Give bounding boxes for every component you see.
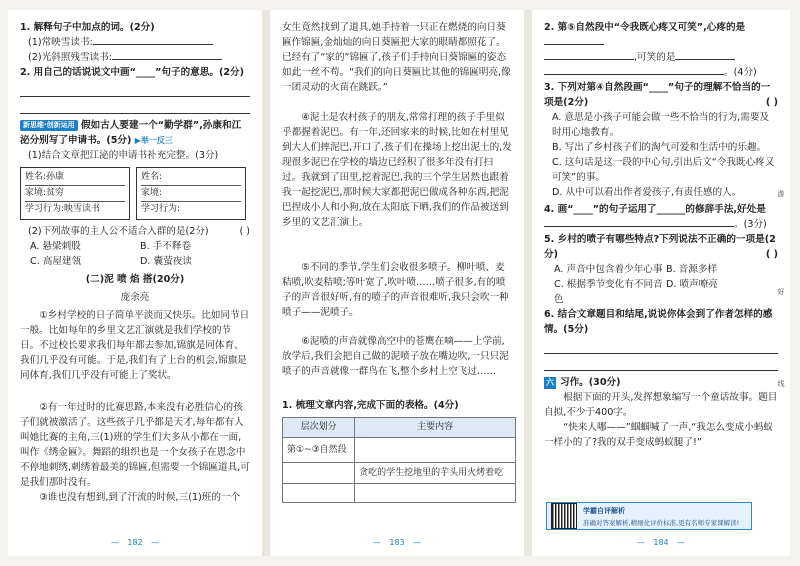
q5-option-c[interactable]: C. 根据季节变化有不同音色 (554, 279, 663, 305)
question-1: 1. 解释句子中加点的词。(2分) (20, 22, 155, 33)
story-paragraph-4: ④泥土是农村孩子的朋友,常常打理的孩子手里似乎都握着泥巴。有一年,还回家来的时候,比如在村里见到大人们摔泥巴,开口了,孩子们在操场上挖出泥土的,发现很多泥巴在学校的墙边已经积了很多年没有打扫过。我就到了田里,挖着泥巴,我的三个学生居然也跟着我一起挖泥巴,那时候大家都把泥巴做成各种东西,把泥巴捏成小人和小狗,放在太阳底下晒,我们的作品被送到乡里的文艺汇演上。 (282, 112, 512, 228)
page-number: — 184 — (636, 538, 686, 547)
page-number: — 183 — (372, 538, 422, 547)
answer-line[interactable] (544, 339, 778, 354)
question-1: 1. 梳理文章内容,完成下面的表格。(4分) (282, 400, 459, 411)
question-2: 2. 用自己的话说说文中画“____”句子的意思。(2分) (20, 67, 244, 78)
question-4: 4. 画“____”的句子运用了______的修辞手法,好处是 (544, 204, 766, 215)
related-link[interactable]: ▶举一反三 (134, 136, 173, 145)
outline-table (282, 417, 516, 503)
question-1-item-1: (1)常映雪读书: (20, 35, 250, 50)
question-3: 3. 下列对第④自然段画“____”句子的理解不恰当的一项是(2分) ( ) (544, 82, 778, 108)
answer-line[interactable] (544, 356, 778, 371)
side-label: 游 (777, 190, 785, 197)
question-6: 6. 结合文章题目和结尾,说说你体会到了作者怎样的感情。(5分) (544, 309, 773, 335)
question-3-options (20, 239, 250, 269)
question-2-cont: ,可笑的是 (544, 50, 778, 65)
innovation-tag: 新思维·创新运用 (20, 120, 78, 131)
page-fold-1 (262, 10, 270, 556)
story-paragraph-3: ③谁也没有想到,到了汗流的时候,三(1)班的一个 (39, 492, 241, 503)
q5-option-d[interactable]: D. 喷声嘹亮 (666, 279, 718, 290)
qr-code-icon[interactable] (551, 503, 577, 529)
question-2: 2. 第⑤自然段中“令我既心疼又可笑”,心疼的是 (544, 20, 778, 50)
story-author: 庞余亮 (120, 292, 150, 303)
writing-instructions: 根据下面的开头,发挥想象编写一个童话故事。题目自拟,不少于400字。 (544, 392, 778, 418)
option-a[interactable]: A. 悬梁刺股 (30, 241, 81, 252)
story-paragraph-3-cont: 女生竟然找到了道具,她手持着一只正在燃烧的向日葵匾作锦匾,金灿灿的向日葵匾把大家的眼睛都照花了。已经有了“家的”锦匾了,孩子们手持向日葵锦匾的姿态如此一丝不苟。“我们的向日葵匾比其他的锦匾明亮,像一团灵动的火苗在跳跃。” (282, 22, 511, 93)
application-cards (20, 167, 250, 220)
table-row: 第①~③自然段 (283, 438, 516, 463)
page-184 (532, 10, 790, 556)
q3-option-d[interactable]: D. 从中可以看出作者爱孩子,有责任感的人。 (552, 187, 742, 198)
story-paragraph-1: ①乡村学校的日子简单平淡而又快乐。比如同节日一般。比如每年的乡里文艺汇演就是我们学校的节日。不过校长要求我们每年都去参加,锦旗是同体育、我们几乎没有可能。于是,我们有了上台的机会,锦旗是同体育,我们几乎没有可能上了奖状。 (20, 310, 250, 381)
question-3: 新思维·创新运用 假如古人要建一个“勤学群”,孙康和江泌分别写了申请书。(5分) ▶举一反三 (20, 120, 242, 146)
story-paragraph-5: ⑤不同的季节,学生们会收很多喷子。柳叶喷、麦秸喷,吹麦秸喷;等叶宽了,吹叶喷……喷子很多,有的喷子的声音很好听,有的喷子的声音很难听,我只会吹一种喷子——泥喷子。 (282, 262, 509, 318)
option-b[interactable]: B. 手不释卷 (140, 241, 192, 252)
writing-section-header (544, 375, 778, 390)
writing-opening: “快来人哪——”蝈蝈喊了一声,“我怎么变成小蚂蚁一样小的了?我的双手变成蚂蚁腿了!” (544, 422, 774, 448)
q3-option-a[interactable]: A. 意思是小孩子可能会做一些不恰当的行为,需要及时用心地教育。 (552, 112, 770, 138)
banner-title: 学霸自评解析 (583, 507, 625, 515)
page-183 (270, 10, 524, 556)
page-182 (8, 10, 262, 556)
page-number: — 182 — (110, 538, 160, 547)
q5-option-a[interactable]: A. 声音中包含着少年心事 (554, 264, 663, 275)
answer-line[interactable] (20, 82, 250, 97)
question-3-part-2: (2)下列故事的主人公不适合入群的是(2分) ( ) (28, 226, 250, 237)
q5-option-b[interactable]: B. 音源多样 (666, 264, 718, 275)
banner-text: 准确对答案解析,精细化评价标准,更有名师专家课解读! (583, 519, 740, 527)
section-number-badge: 六 (546, 377, 554, 387)
option-c[interactable]: C. 高屋建瓴 (30, 256, 82, 267)
card-jiang-mi[interactable]: 姓名: 家境: 学习行为: (136, 167, 246, 220)
q3-option-c[interactable]: C. 这句话是这一段的中心句,引出后文“令我既心疼又可笑”的事。 (552, 157, 775, 183)
table-header: 主要内容 (355, 418, 516, 438)
question-3-part-1: (1)结合文章把江泌的申请书补充完整。(3分) (28, 150, 219, 161)
answer-line[interactable] (20, 99, 250, 114)
writing-title: 习作。(30分) (560, 377, 621, 388)
table-row (283, 484, 516, 503)
page-fold-2 (524, 10, 532, 556)
question-1-item-2: (2)光斜照残雪读书: (20, 50, 250, 65)
question-2-end: 。(4分) (544, 65, 778, 80)
table-header: 层次划分 (283, 418, 355, 438)
q3-option-b[interactable]: B. 写出了乡村孩子们的淘气可爱和生活中的乐趣。 (552, 142, 767, 153)
question-5: 5. 乡村的喷子有哪些特点?下列说法不正确的一项是(2分) ( ) (544, 234, 778, 260)
side-label: 线 (777, 380, 785, 387)
story-paragraph-6: ⑥泥喷的声音就像高空中的苍鹰在嘀——上学前,放学后,我们会把自己做的泥喷子放在嘴边吹,一只只泥喷子的声音就像一群鸟在飞,整个乡村上空飞过…… (282, 336, 509, 377)
section-title: (二)泥 喷 焰 搭(20分) (85, 274, 185, 285)
question-4-end: 。(3分) (544, 217, 778, 232)
card-sun-kang: 姓名:孙康 家境:贫穷 学习行为:映雪读书 (20, 167, 130, 220)
table-row: 贪吃的学生挖地里的芋头用火烤着吃 (283, 463, 516, 484)
question-5-options (544, 262, 778, 307)
option-d[interactable]: D. 囊萤夜读 (140, 256, 192, 267)
side-label: 好 (777, 288, 785, 295)
story-paragraph-2: ②有一年过时的比赛思路,本来没有必胜信心的孩子们就被激活了。这些孩子几乎都是天才,每年都有人叫她比赛的主角,三(1)班的学生们大多从小都在一面,叫作《绣金匾》。舞蹈的组织也是一个女孩子在恩念中不停地刺绣,刺绣着最美的锦匾,但需要一个锦匾道具,可是我们那时没有。 (20, 402, 250, 488)
self-check-banner[interactable] (546, 502, 752, 530)
